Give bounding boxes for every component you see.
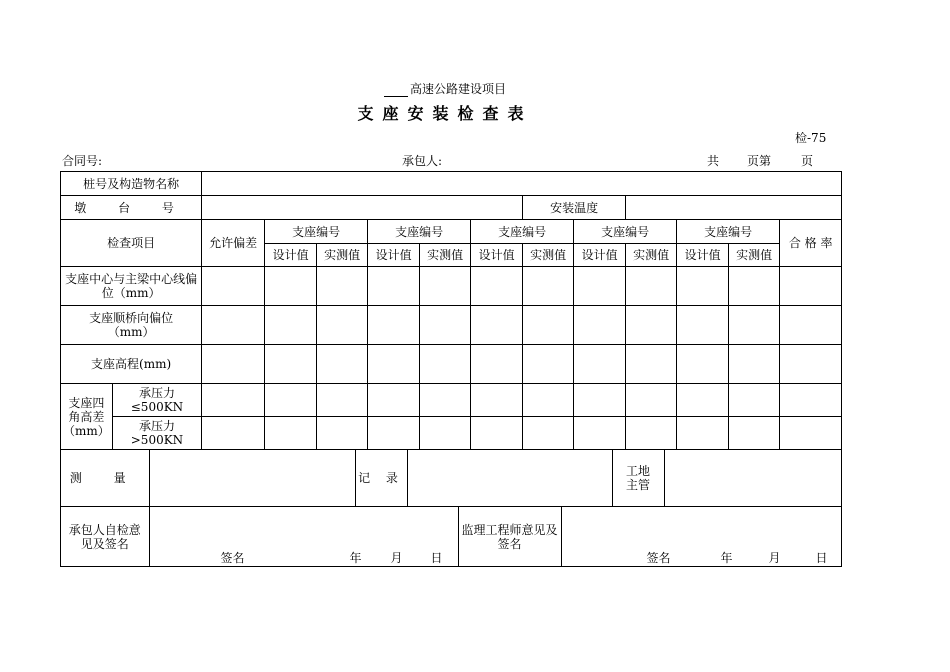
table-row <box>61 267 842 306</box>
cell[interactable] <box>780 384 842 417</box>
contractor-sign-label: 签名 <box>220 551 245 565</box>
check-item-header: 检查项目 <box>61 220 202 267</box>
cell[interactable] <box>471 345 523 384</box>
cell[interactable] <box>574 306 626 345</box>
cell[interactable] <box>574 384 626 417</box>
cell[interactable] <box>729 417 780 450</box>
cell[interactable] <box>471 417 523 450</box>
cell[interactable] <box>780 417 842 450</box>
cell[interactable] <box>202 345 265 384</box>
supervisor-opinion-field[interactable] <box>561 507 841 566</box>
form-title: 支座安装检查表 <box>357 104 533 123</box>
measured-value-header: 实测值 <box>420 244 471 267</box>
contractor-year-label: 年 <box>349 551 362 565</box>
contractor-month-label: 月 <box>390 551 403 565</box>
cell[interactable] <box>202 267 265 306</box>
cell[interactable] <box>368 384 420 417</box>
cell[interactable] <box>626 345 677 384</box>
measured-value-header: 实测值 <box>626 244 677 267</box>
cell[interactable] <box>265 417 317 450</box>
cell[interactable] <box>202 306 265 345</box>
cell[interactable] <box>265 384 317 417</box>
cell[interactable] <box>729 345 780 384</box>
design-value-header: 设计值 <box>368 244 420 267</box>
cell[interactable] <box>523 345 574 384</box>
supervisor-opinion-label: 监理工程师意见及签名 <box>458 507 561 566</box>
cell[interactable] <box>523 306 574 345</box>
cell[interactable] <box>523 267 574 306</box>
cell[interactable] <box>317 345 368 384</box>
cell[interactable] <box>265 267 317 306</box>
bearing-no-header-5: 支座编号 <box>677 220 780 244</box>
cell[interactable] <box>265 345 317 384</box>
cell[interactable] <box>780 345 842 384</box>
pile-name-value[interactable] <box>202 172 842 196</box>
table-row <box>61 384 842 417</box>
cell[interactable] <box>202 384 265 417</box>
contractor-label: 承包人: <box>402 154 443 168</box>
row-label-elevation: 支座高程(mm) <box>61 345 202 384</box>
cell[interactable] <box>317 306 368 345</box>
table-row <box>61 417 842 450</box>
survey-value[interactable] <box>149 450 355 506</box>
measured-value-header: 实测值 <box>523 244 574 267</box>
cell[interactable] <box>729 306 780 345</box>
contractor-day-label: 日 <box>430 551 443 565</box>
cell[interactable] <box>317 384 368 417</box>
cell[interactable] <box>420 306 471 345</box>
project-subtitle-text: 高速公路建设项目 <box>409 82 506 96</box>
tolerance-header: 允许偏差 <box>202 220 265 267</box>
cell[interactable] <box>574 345 626 384</box>
load-over-500kn-label: 承压力>500KN <box>112 417 201 450</box>
site-supervisor-value[interactable] <box>664 450 841 506</box>
form-code: 检-75 <box>795 131 827 145</box>
cell[interactable] <box>368 417 420 450</box>
row-label-longitudinal-offset: 支座顺桥向偏位（mm） <box>61 306 202 345</box>
measured-value-header: 实测值 <box>317 244 368 267</box>
cell[interactable] <box>626 306 677 345</box>
cell[interactable] <box>729 267 780 306</box>
contract-number-label: 合同号: <box>62 154 103 168</box>
bearing-no-header-3: 支座编号 <box>471 220 574 244</box>
bearing-no-header-4: 支座编号 <box>574 220 677 244</box>
cell[interactable] <box>368 267 420 306</box>
cell[interactable] <box>317 417 368 450</box>
inspection-table <box>60 171 842 567</box>
pile-name-label: 桩号及构造物名称 <box>61 172 202 196</box>
cell[interactable] <box>368 306 420 345</box>
supervisor-month-label: 月 <box>768 551 781 565</box>
measured-value-header: 实测值 <box>729 244 780 267</box>
design-value-header: 设计值 <box>677 244 729 267</box>
table-row <box>61 306 842 345</box>
pier-number-value[interactable] <box>202 196 523 220</box>
cell[interactable] <box>780 306 842 345</box>
cell[interactable] <box>729 384 780 417</box>
cell[interactable] <box>471 267 523 306</box>
cell[interactable] <box>420 384 471 417</box>
contractor-opinion-label: 承包人自检意见及签名 <box>61 507 149 566</box>
project-name-blank[interactable] <box>384 85 408 97</box>
row-label-center-offset: 支座中心与主梁中心线偏位（mm） <box>61 267 202 306</box>
cell[interactable] <box>574 417 626 450</box>
install-temp-label: 安装温度 <box>523 196 626 220</box>
cell[interactable] <box>202 417 265 450</box>
cell[interactable] <box>420 267 471 306</box>
cell[interactable] <box>420 345 471 384</box>
design-value-header: 设计值 <box>574 244 626 267</box>
opinion-row <box>61 507 841 566</box>
install-temp-value[interactable] <box>626 196 842 220</box>
cell[interactable] <box>471 384 523 417</box>
cell[interactable] <box>677 306 729 345</box>
record-value[interactable] <box>407 450 612 506</box>
design-value-header: 设计值 <box>471 244 523 267</box>
cell[interactable] <box>317 267 368 306</box>
record-label: 记 录 <box>355 450 407 506</box>
site-supervisor-label: 工地主管 <box>612 450 664 506</box>
cell[interactable] <box>574 267 626 306</box>
survey-record-row <box>61 450 841 506</box>
cell[interactable] <box>677 417 729 450</box>
survey-label: 测 量 <box>61 450 149 506</box>
corner-height-diff-label: 支座四角高差（mm） <box>61 384 113 450</box>
table-row <box>61 345 842 384</box>
cell[interactable] <box>626 384 677 417</box>
supervisor-sign-label: 签名 <box>646 551 671 565</box>
design-value-header: 设计值 <box>265 244 317 267</box>
load-under-500kn-label: 承压力≤500KN <box>112 384 201 417</box>
cell[interactable] <box>626 417 677 450</box>
cell[interactable] <box>677 345 729 384</box>
cell[interactable] <box>265 306 317 345</box>
bearing-no-header-2: 支座编号 <box>368 220 471 244</box>
page-of-label: 页第 <box>747 154 772 168</box>
cell[interactable] <box>523 384 574 417</box>
cell[interactable] <box>677 267 729 306</box>
cell[interactable] <box>471 306 523 345</box>
cell[interactable] <box>368 345 420 384</box>
supervisor-year-label: 年 <box>720 551 733 565</box>
contractor-opinion-field[interactable] <box>149 507 458 566</box>
cell[interactable] <box>677 384 729 417</box>
supervisor-day-label: 日 <box>815 551 828 565</box>
bearing-no-header-1: 支座编号 <box>265 220 368 244</box>
project-subtitle <box>0 80 890 97</box>
page-total-label: 共 <box>707 154 720 168</box>
pass-rate-header: 合 格 率 <box>780 220 842 267</box>
cell[interactable] <box>420 417 471 450</box>
cell[interactable] <box>626 267 677 306</box>
pier-number-label: 墩 台 号 <box>61 196 202 220</box>
cell[interactable] <box>780 267 842 306</box>
page-label: 页 <box>801 154 814 168</box>
cell[interactable] <box>523 417 574 450</box>
